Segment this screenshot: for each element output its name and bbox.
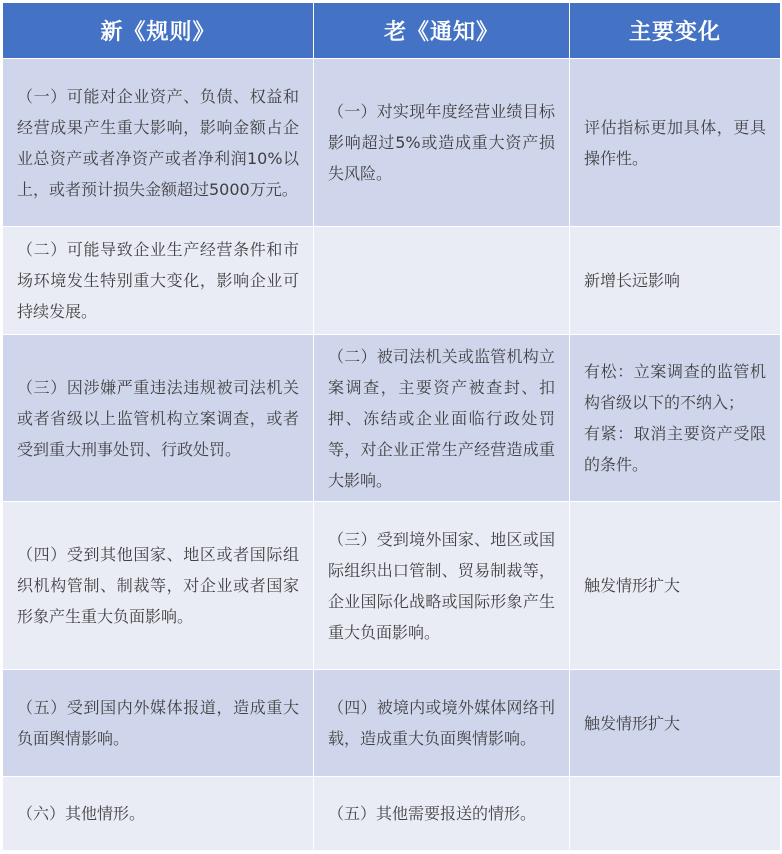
header-main-change: 主要变化: [570, 3, 781, 59]
header-row: [3, 3, 781, 59]
table-row: [3, 227, 781, 335]
old-notice-cell: （四）被境内或境外媒体网络刊载，造成重大负面舆情影响。: [314, 670, 570, 777]
change-cell: 触发情形扩大: [570, 670, 781, 777]
header-new-rule: 新《规则》: [3, 3, 314, 59]
table-row: [3, 502, 781, 670]
new-rule-cell: （二）可能导致企业生产经营条件和市场环境发生特别重大变化，影响企业可持续发展。: [3, 227, 314, 335]
change-cell: 评估指标更加具体，更具操作性。: [570, 59, 781, 227]
change-cell: 新增长远影响: [570, 227, 781, 335]
comparison-table: [2, 2, 781, 851]
table-row: [3, 335, 781, 502]
new-rule-cell: （三）因涉嫌严重违法违规被司法机关或者省级以上监管机构立案调查，或者受到重大刑事处罚、行政处罚。: [3, 335, 314, 502]
old-notice-cell: （二）被司法机关或监管机构立案调查，主要资产被查封、扣押、冻结或企业面临行政处罚等，对企业正常生产经营造成重大影响。: [314, 335, 570, 502]
table-row: [3, 670, 781, 777]
new-rule-cell: （五）受到国内外媒体报道，造成重大负面舆情影响。: [3, 670, 314, 777]
old-notice-cell: [314, 227, 570, 335]
new-rule-cell: （四）受到其他国家、地区或者国际组织机构管制、制裁等，对企业或者国家形象产生重大负面影响。: [3, 502, 314, 670]
table-row: [3, 59, 781, 227]
change-cell: [570, 777, 781, 851]
new-rule-cell: （六）其他情形。: [3, 777, 314, 851]
old-notice-cell: （五）其他需要报送的情形。: [314, 777, 570, 851]
change-cell: 触发情形扩大: [570, 502, 781, 670]
change-cell: 有松：立案调查的监管机构省级以下的不纳入； 有紧：取消主要资产受限的条件。: [570, 335, 781, 502]
new-rule-cell: （一）可能对企业资产、负债、权益和经营成果产生重大影响，影响金额占企业总资产或者净资产或者净利润10%以上，或者预计损失金额超过5000万元。: [3, 59, 314, 227]
old-notice-cell: （三）受到境外国家、地区或国际组织出口管制、贸易制裁等，企业国际化战略或国际形象产生重大负面影响。: [314, 502, 570, 670]
header-old-notice: 老《通知》: [314, 3, 570, 59]
table-row: [3, 777, 781, 851]
old-notice-cell: （一）对实现年度经营业绩目标影响超过5%或造成重大资产损失风险。: [314, 59, 570, 227]
